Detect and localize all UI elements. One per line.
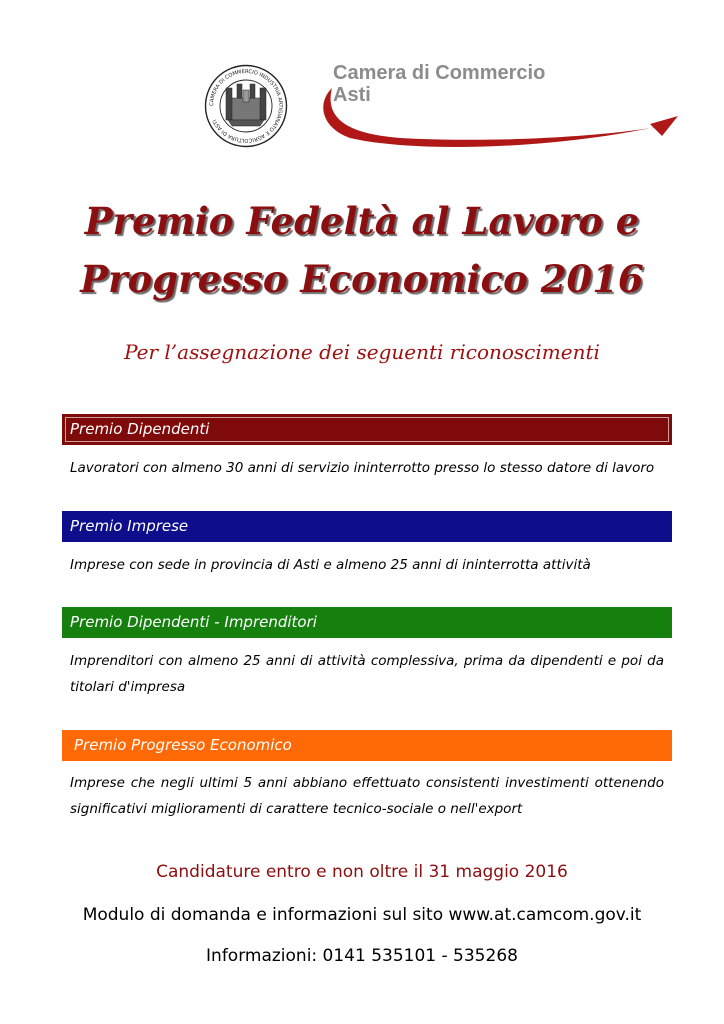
award-bar-dipendenti-imprenditori	[62, 607, 672, 638]
seal-text: CAMERA DI COMMERCIO INDUSTRIA ARTIGIANATO E AGRICOLTURA DI ASTI	[208, 68, 284, 144]
subtitle: Per l’assegnazione dei seguenti riconoscimenti	[124, 340, 600, 364]
award-bar-imprese	[62, 511, 672, 542]
award-label: Premio Progresso Economico	[74, 736, 292, 754]
title-line2: Progresso Economico 2016	[80, 257, 644, 301]
award-label: Premio Dipendenti	[70, 420, 210, 438]
award-description: Imprese che negli ultimi 5 anni abbiano effettuato consistenti investimenti ottenendo significativi miglioramenti di carattere tecnico-sociale o nell'export	[70, 775, 664, 817]
brand-name-line2: Asti	[333, 84, 371, 106]
contact-phones: Informazioni: 0141 535101 - 535268	[206, 946, 518, 966]
chamber-seal-logo	[204, 64, 288, 148]
award-bar-progresso-economico	[62, 730, 672, 761]
award-bar-dipendenti	[62, 414, 672, 445]
award-label: Premio Imprese	[70, 517, 189, 535]
brand-name-line1: Camera di Commercio	[333, 62, 546, 84]
award-description: Imprese con sede in provincia di Asti e almeno 25 anni di ininterrotta attività	[70, 557, 591, 573]
deadline-notice: Candidature entro e non oltre il 31 maggio 2016	[156, 862, 568, 882]
city-emblem-icon	[226, 84, 266, 126]
brand-swoosh-graphic	[310, 86, 680, 152]
application-info: Modulo di domanda e informazioni sul sito www.at.camcom.gov.it	[82, 905, 642, 925]
award-description: Imprenditori con almeno 25 anni di attività complessiva, prima da dipendenti e poi da titolari d'impresa	[70, 653, 664, 695]
award-description: Lavoratori con almeno 30 anni di servizio ininterrotto presso lo stesso datore di lavoro	[70, 460, 655, 476]
title-line1: Premio Fedeltà al Lavoro e	[84, 199, 640, 243]
award-label: Premio Dipendenti - Imprenditori	[70, 613, 317, 631]
